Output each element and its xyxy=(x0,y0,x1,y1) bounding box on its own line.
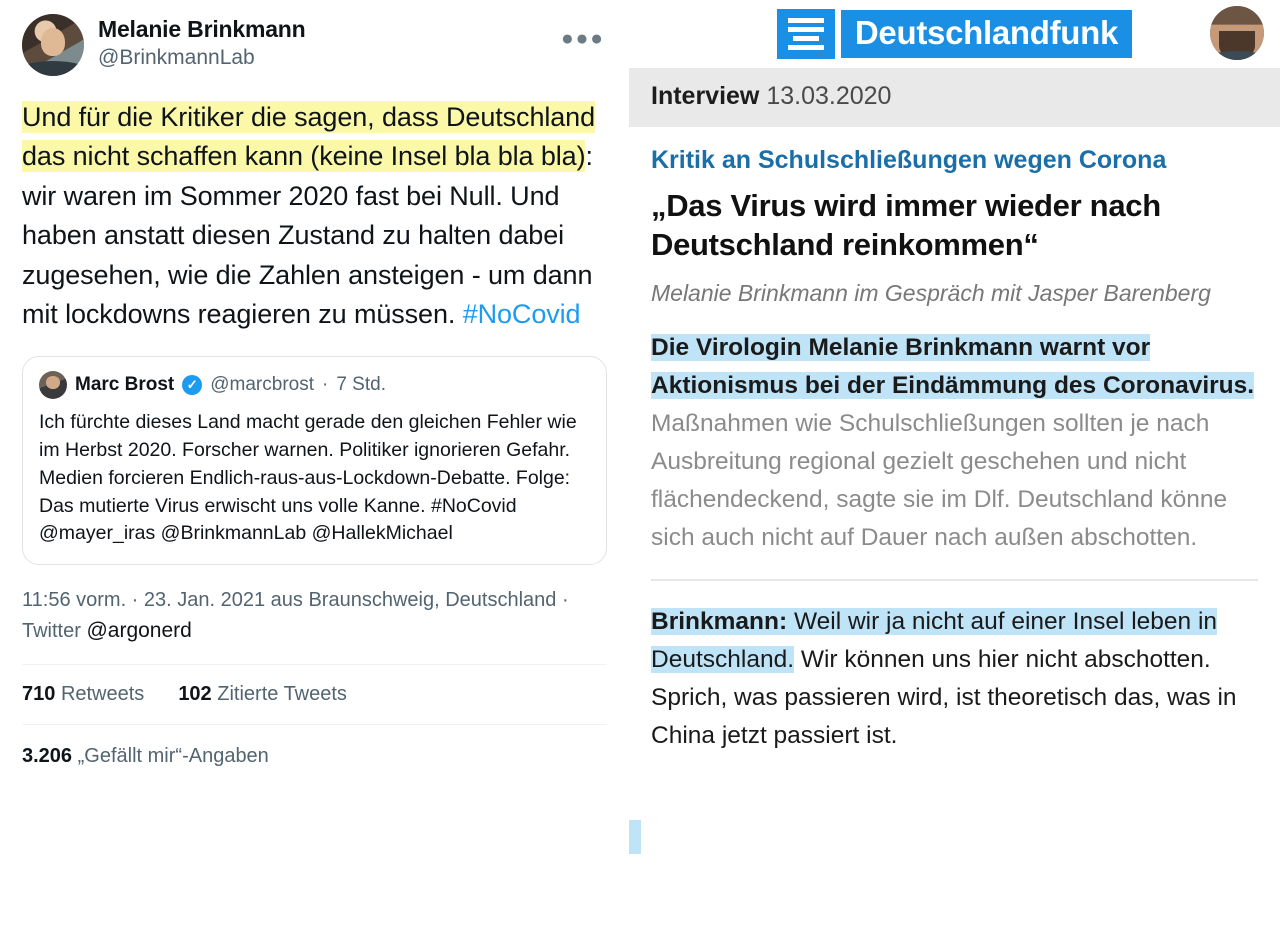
quoted-tweet-header xyxy=(39,371,590,399)
article-kicker[interactable]: Kritik an Schulschließungen wegen Corona xyxy=(651,146,1167,174)
tweet-likes-row[interactable] xyxy=(22,725,607,768)
article-section-label: Interview xyxy=(651,82,760,110)
deutschlandfunk-logo-icon[interactable] xyxy=(777,9,1132,59)
interview-answer xyxy=(651,603,1258,755)
tweet-stats-row xyxy=(22,665,607,706)
retweets-count: 710 xyxy=(22,683,56,706)
tweet-pane xyxy=(0,0,629,941)
avatar[interactable] xyxy=(22,14,84,76)
tweet-handle[interactable]: @BrinkmannLab xyxy=(98,45,255,69)
brand-name: Deutschlandfunk xyxy=(841,10,1132,59)
retweets-stat[interactable] xyxy=(22,683,144,706)
answer-rest: Wir können uns hier nicht abschotten. Sprich, was passieren wird, ist theoretisch das, was in China jetzt passiert ist. xyxy=(651,646,1237,750)
teaser-rest: Maßnahmen wie Schulschließungen sollten je nach Ausbreitung regional gezielt geschehen und nicht flächendeckend, sagte sie im Dlf. Deutschland könne sich auch nicht auf Dauer nach außen abschotten. xyxy=(651,410,1228,552)
tweet-timestamp xyxy=(22,585,607,647)
tweet-source-handle[interactable]: @argonerd xyxy=(86,618,192,642)
tweet-header xyxy=(22,14,607,86)
quotes-count: 102 xyxy=(178,683,212,706)
tweet-author-block xyxy=(98,14,306,72)
quoted-avatar[interactable] xyxy=(39,371,67,399)
tweet-text-rest: : wir waren im Sommer 2020 fast bei Null. Und haben anstatt diesen Zustand zu halten dabei zugesehen, wie die Zahlen ansteigen - um dann mit lockdowns reagieren zu müssen. xyxy=(22,141,593,330)
retweets-label: Retweets xyxy=(60,683,145,706)
avatar-shoulder xyxy=(22,61,84,76)
tweet-text xyxy=(22,98,607,334)
quotes-stat[interactable] xyxy=(178,683,347,706)
hashtag-nocovid[interactable]: #NoCovid xyxy=(462,299,581,330)
site-header xyxy=(629,0,1280,68)
tweet-highlight: Und für die Kritiker die sagen, dass Deutschland das nicht schaffen kann (keine Insel bla bla bla) xyxy=(22,102,596,172)
avatar-face xyxy=(41,28,66,57)
answer-highlight: Weil wir ja nicht auf einer Insel leben in Deutschland. xyxy=(651,608,1218,674)
quoted-tweet[interactable] xyxy=(22,356,607,564)
article-byline: Melanie Brinkmann im Gespräch mit Jasper Barenberg xyxy=(651,280,1211,307)
user-avatar-icon[interactable] xyxy=(1210,6,1264,60)
article-teaser xyxy=(651,329,1258,557)
section-divider xyxy=(651,579,1258,581)
teaser-highlight: Die Virologin Melanie Brinkmann warnt vor Aktionismus bei der Eindämmung des Coronavirus. xyxy=(651,334,1255,400)
tweet-display-name[interactable]: Melanie Brinkmann xyxy=(98,16,306,42)
article-meta-bar xyxy=(629,68,1280,127)
likes-label: „Gefällt mir“-Angaben xyxy=(77,745,269,768)
likes-count: 3.206 xyxy=(22,745,73,768)
quoted-tweet-text: Ich fürchte dieses Land macht gerade den gleichen Fehler wie im Herbst 2020. Forscher warnen. Politiker ignorieren Gefahr. Medien forcieren Endlich-raus-aus-Lockdown-Debatte. Folge: Das mutierte Virus erwischt uns volle Kanne. #NoCovid @mayer_iras @BrinkmannLab @HallekMichael xyxy=(39,411,577,545)
article-pane xyxy=(629,0,1280,941)
more-options-icon[interactable]: ●●● xyxy=(560,27,605,50)
article-date: 13.03.2020 xyxy=(766,82,892,110)
quoted-time: 7 Std. xyxy=(336,374,386,396)
user-avatar-shirt xyxy=(1210,51,1264,60)
quoted-display-name[interactable]: Marc Brost xyxy=(75,374,175,396)
quoted-separator: · xyxy=(322,374,329,396)
article-body xyxy=(629,127,1280,755)
quoted-handle[interactable]: @marcbrost xyxy=(210,374,314,396)
logo-mark-icon xyxy=(777,9,835,59)
answer-speaker: Brinkmann: xyxy=(651,608,788,636)
highlight-edge-marker xyxy=(629,820,641,854)
article-headline: „Das Virus wird immer wieder nach Deutschland reinkommen“ xyxy=(651,188,1161,263)
quotes-label: Zitierte Tweets xyxy=(217,683,347,706)
tweet-timestamp-text: 11:56 vorm. · 23. Jan. 2021 aus Braunschweig, Deutschland · Twitter xyxy=(22,588,569,642)
verified-badge-icon: ✓ xyxy=(182,375,202,395)
